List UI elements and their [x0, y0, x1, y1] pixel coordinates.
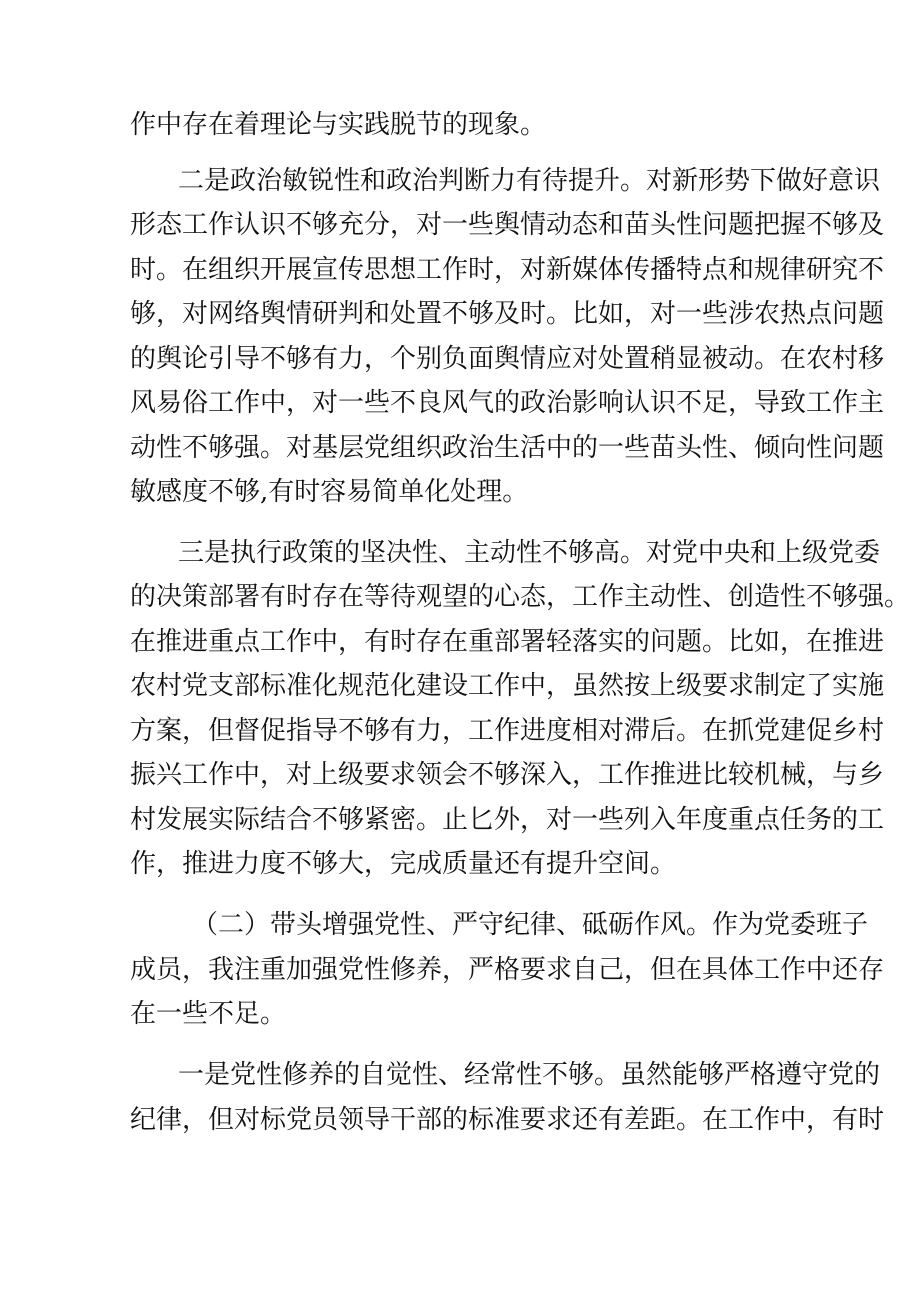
text-line: 形态工作认识不够充分，对一些舆情动态和苗头性问题把握不够及	[130, 210, 885, 240]
text-line: 农村党支部标准化规范化建设工作中，虽然按上级要求制定了实施	[130, 671, 885, 701]
text-line: 在一些不足。	[130, 999, 287, 1029]
text-line: 振兴工作中，对上级要求领会不够深入，工作推进比较机械，与乡	[130, 760, 885, 790]
paragraph-start-line: 二是政治敏锐性和政治判断力有待提升。对新形势下做好意识	[178, 166, 881, 196]
paragraph-start-line: 三是执行政策的坚决性、主动性不够高。对党中央和上级党委	[178, 538, 881, 568]
paragraph-start-line: 一是党性修养的自觉性、经常性不够。虽然能够严格遵守党的	[178, 1060, 881, 1090]
text-line: 村发展实际结合不够紧密。止匕外，对一些列入年度重点任务的工	[130, 805, 885, 835]
text-line: 敏感度不够,有时容易简单化处理。	[130, 477, 529, 507]
text-line: 纪律，但对标党员领导干部的标准要求还有差距。在工作中，有时	[130, 1105, 885, 1135]
text-line: 在推进重点工作中，有时存在重部署轻落实的问题。比如，在推进	[130, 627, 885, 657]
text-line: 作中存在着理论与实践脱节的现象。	[130, 110, 547, 140]
section-heading-line: （二）带头增强党性、严守纪律、砥砺作风。作为党委班子	[192, 910, 869, 940]
text-line: 成员，我注重加强党性修养，严格要求自己，但在具体工作中还存	[130, 955, 885, 985]
text-line: 作，推进力度不够大，完成质量还有提升空间。	[130, 849, 677, 879]
text-line: 的决策部署有时存在等待观望的心态，工作主动性、创造性不够强。	[130, 582, 911, 612]
text-line: 的舆论引导不够有力，个别负面舆情应对处置稍显被动。在农村移	[130, 344, 885, 374]
text-line: 够，对网络舆情研判和处置不够及时。比如，对一些涉农热点问题	[130, 299, 885, 329]
text-line: 动性不够强。对基层党组织政治生活中的一些苗头性、倾向性问题	[130, 433, 885, 463]
text-line: 时。在组织开展宣传思想工作时，对新媒体传播特点和规律研究不	[130, 255, 885, 285]
text-line: 风易俗工作中，对一些不良风气的政治影响认识不足，导致工作主	[130, 388, 885, 418]
text-line: 方案，但督促指导不够有力，工作进度相对滞后。在抓党建促乡村	[130, 716, 885, 746]
